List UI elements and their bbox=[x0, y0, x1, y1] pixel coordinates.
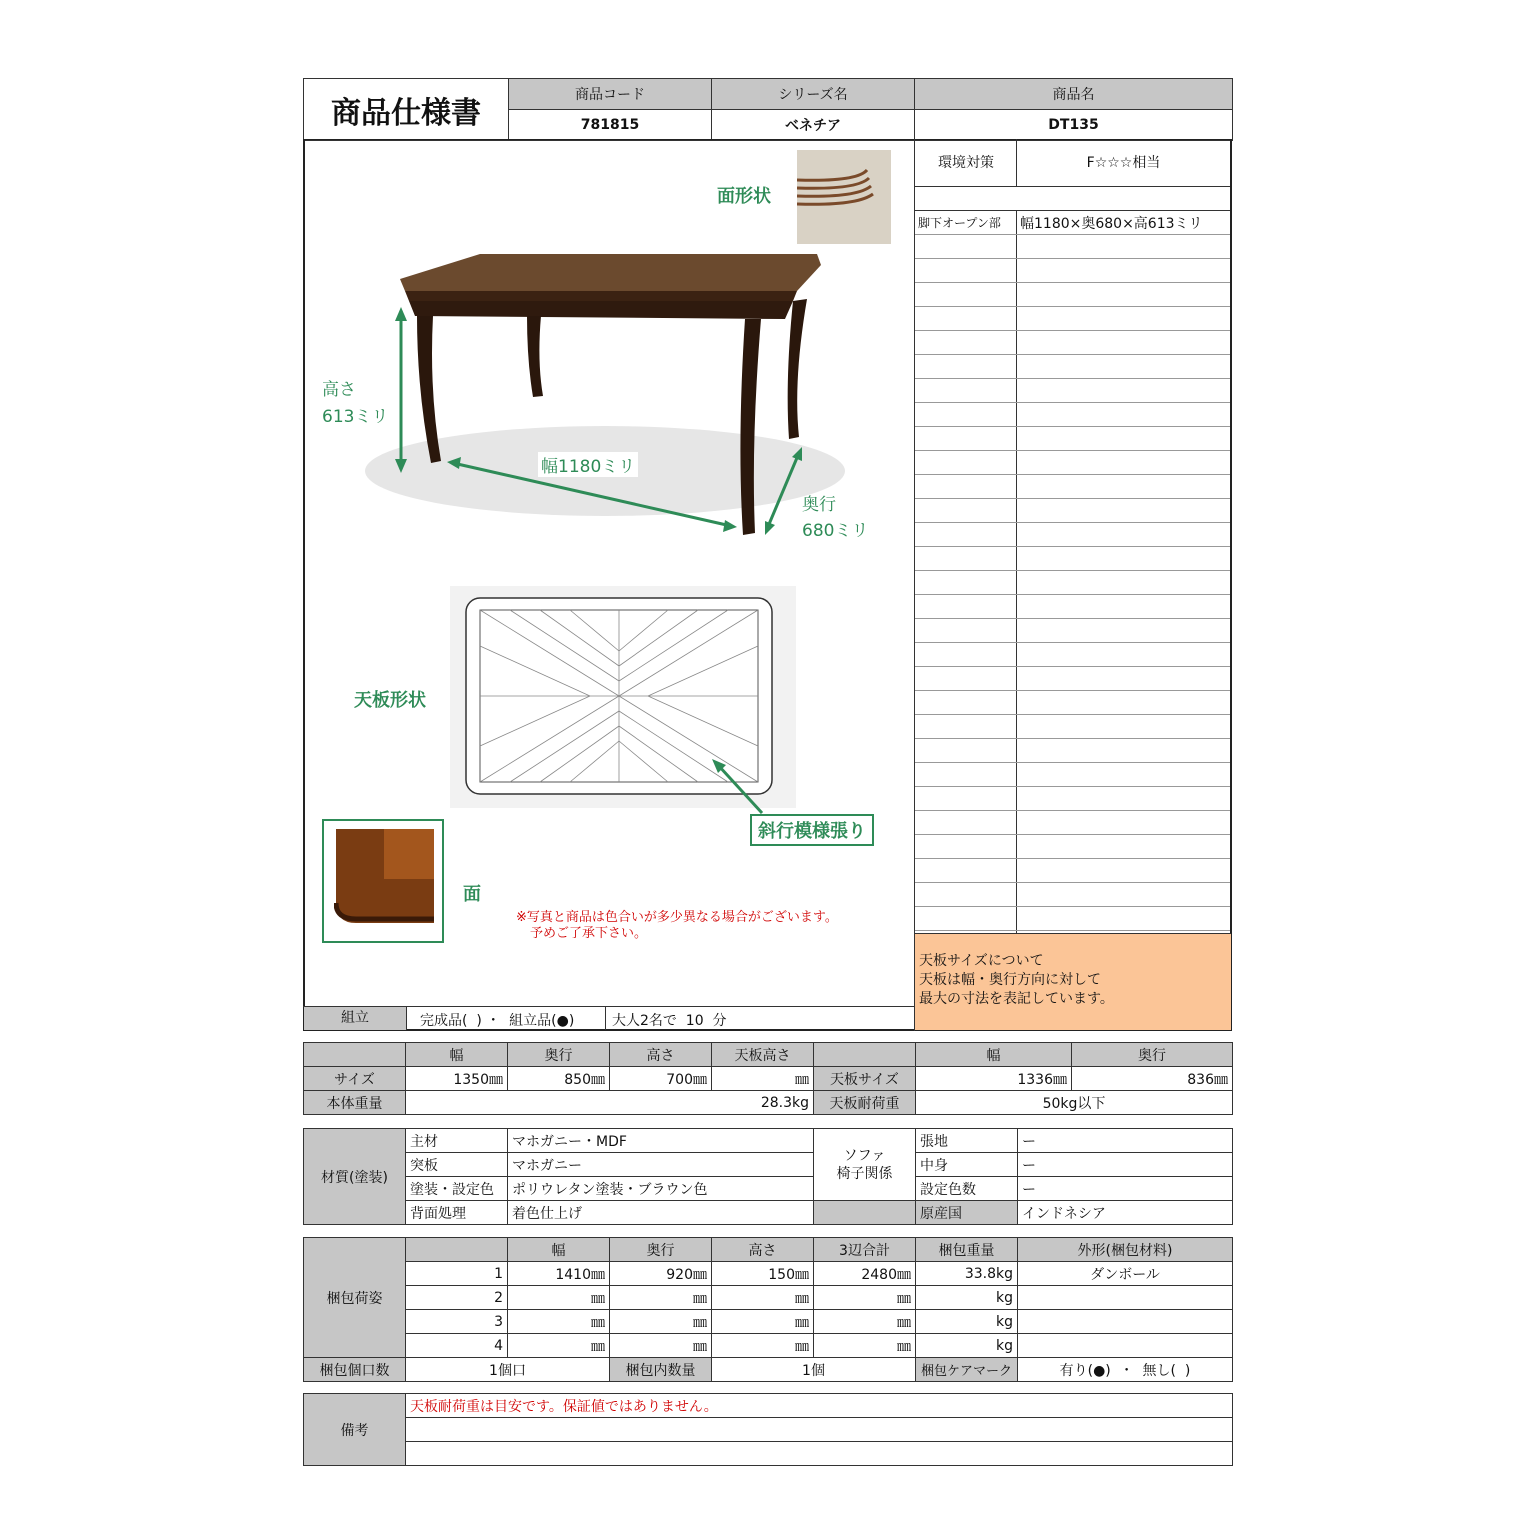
product-name-value: DT135 bbox=[915, 110, 1233, 141]
package-row-depth: ㎜ bbox=[610, 1286, 712, 1310]
sofa-key: 中身 bbox=[916, 1153, 1018, 1177]
load-label: 天板耐荷重 bbox=[814, 1091, 916, 1115]
ruled-line bbox=[915, 450, 1230, 451]
package-row-no: 4 bbox=[406, 1334, 508, 1358]
ruled-line bbox=[915, 714, 1230, 715]
size-width: 1350㎜ bbox=[406, 1067, 508, 1091]
height-label: 高さ bbox=[322, 380, 356, 400]
ruled-line bbox=[915, 834, 1230, 835]
package-header-depth: 奥行 bbox=[610, 1238, 712, 1262]
remarks-line3 bbox=[406, 1442, 1233, 1466]
product-code-label: 商品コード bbox=[509, 79, 712, 110]
depth-label: 奥行 bbox=[802, 495, 836, 515]
package-count-value: 1個口 bbox=[406, 1358, 610, 1382]
size-depth: 850㎜ bbox=[508, 1067, 610, 1091]
assembly-value: 完成品( ) ・ 組立品(●) bbox=[420, 1013, 575, 1029]
env-value: F☆☆☆相当 bbox=[1086, 155, 1161, 171]
series-name-value: ベネチア bbox=[712, 110, 915, 141]
top-size-header-width: 幅 bbox=[916, 1043, 1072, 1067]
package-label: 梱包荷姿 bbox=[304, 1238, 406, 1358]
material-value: マホガニー・MDF bbox=[508, 1129, 814, 1153]
sofa-value: ー bbox=[1018, 1129, 1233, 1153]
package-inner-label: 梱包内数量 bbox=[610, 1358, 712, 1382]
ruled-line bbox=[915, 690, 1230, 691]
size-header-depth: 奥行 bbox=[508, 1043, 610, 1067]
sofa-chair-label bbox=[814, 1129, 916, 1201]
width-label: 幅1180ミリ bbox=[538, 452, 638, 477]
ruled-line bbox=[915, 882, 1230, 883]
remarks-label: 備考 bbox=[304, 1394, 406, 1466]
material-key: 背面処理 bbox=[406, 1201, 508, 1225]
top-size-note-line2: 天板は幅・奥行方向に対して bbox=[919, 972, 1101, 988]
size-height: 700㎜ bbox=[610, 1067, 712, 1091]
product-name-label: 商品名 bbox=[915, 79, 1233, 110]
env-label: 環境対策 bbox=[938, 155, 994, 171]
ruled-line bbox=[915, 498, 1230, 499]
remarks-line2 bbox=[406, 1418, 1233, 1442]
weight-label: 本体重量 bbox=[304, 1091, 406, 1115]
remarks-line1: 天板耐荷重は目安です。保証値ではありません。 bbox=[406, 1394, 1233, 1418]
ruled-line bbox=[915, 762, 1230, 763]
ruled-line bbox=[915, 594, 1230, 595]
material-label: 材質(塗装) bbox=[304, 1129, 406, 1225]
material-key: 主材 bbox=[406, 1129, 508, 1153]
size-table bbox=[303, 1042, 1233, 1115]
package-row-weight: kg bbox=[916, 1334, 1018, 1358]
ruled-line bbox=[915, 282, 1230, 283]
assembly-time: 大人2名で 10 分 bbox=[612, 1013, 727, 1029]
pattern-label: 斜行模様張り bbox=[750, 814, 874, 846]
package-row-sum: ㎜ bbox=[814, 1310, 916, 1334]
package-row-no: 1 bbox=[406, 1262, 508, 1286]
ruled-line bbox=[915, 642, 1230, 643]
ruled-line bbox=[915, 546, 1230, 547]
ruled-line bbox=[915, 738, 1230, 739]
ruled-line bbox=[915, 306, 1230, 307]
header-table bbox=[303, 78, 1233, 141]
package-row-width: ㎜ bbox=[508, 1286, 610, 1310]
product-code-value: 781815 bbox=[509, 110, 712, 141]
assembly-label: 組立 bbox=[304, 1007, 406, 1030]
package-header-width: 幅 bbox=[508, 1238, 610, 1262]
package-header-weight: 梱包重量 bbox=[916, 1238, 1018, 1262]
sofa-label-line1: ソファ bbox=[843, 1147, 886, 1164]
ruled-line bbox=[915, 402, 1230, 403]
package-row-depth: ㎜ bbox=[610, 1310, 712, 1334]
package-header-outer: 外形(梱包材料) bbox=[1018, 1238, 1233, 1262]
package-row-sum: ㎜ bbox=[814, 1286, 916, 1310]
package-row-depth: 920㎜ bbox=[610, 1262, 712, 1286]
ruled-line bbox=[915, 618, 1230, 619]
package-row-outer bbox=[1018, 1286, 1233, 1310]
ruled-line bbox=[915, 906, 1230, 907]
ruled-line bbox=[915, 330, 1230, 331]
package-row-weight: kg bbox=[916, 1310, 1018, 1334]
material-value: ポリウレタン塗装・ブラウン色 bbox=[508, 1177, 814, 1201]
package-row-outer bbox=[1018, 1310, 1233, 1334]
ruled-line bbox=[915, 666, 1230, 667]
material-table bbox=[303, 1128, 1233, 1225]
size-label: サイズ bbox=[304, 1067, 406, 1091]
package-inner-value: 1個 bbox=[712, 1358, 916, 1382]
package-row-weight: 33.8kg bbox=[916, 1262, 1018, 1286]
package-header-height: 高さ bbox=[712, 1238, 814, 1262]
ruled-line bbox=[915, 810, 1230, 811]
origin-key: 原産国 bbox=[916, 1201, 1018, 1225]
edge-closeup-photo bbox=[334, 829, 434, 923]
ruled-line bbox=[915, 570, 1230, 571]
package-header-sum: 3辺合計 bbox=[814, 1238, 916, 1262]
ruled-line bbox=[915, 786, 1230, 787]
color-note-line1: ※写真と商品は色合いが多少異なる場合がございます。 bbox=[516, 910, 838, 925]
material-value: 着色仕上げ bbox=[508, 1201, 814, 1225]
package-row-width: ㎜ bbox=[508, 1310, 610, 1334]
top-shape-label: 天板形状 bbox=[354, 690, 426, 711]
top-size-label: 天板サイズ bbox=[814, 1067, 916, 1091]
top-size-header-depth: 奥行 bbox=[1072, 1043, 1233, 1067]
ruled-line bbox=[915, 426, 1230, 427]
edge-shape-label: 面形状 bbox=[717, 186, 771, 207]
size-header-top-height: 天板高さ bbox=[712, 1043, 814, 1067]
ruled-line bbox=[915, 522, 1230, 523]
series-name-label: シリーズ名 bbox=[712, 79, 915, 110]
weight-value: 28.3kg bbox=[406, 1091, 814, 1115]
package-row-outer bbox=[1018, 1334, 1233, 1358]
package-care-label: 梱包ケアマーク bbox=[916, 1358, 1018, 1382]
package-row-sum: 2480㎜ bbox=[814, 1262, 916, 1286]
depth-value: 680ミリ bbox=[802, 521, 869, 541]
color-note-line2: 予めご了承下さい。 bbox=[530, 926, 648, 941]
package-care-value: 有り(●) ・ 無し( ) bbox=[1018, 1358, 1233, 1382]
package-row-weight: kg bbox=[916, 1286, 1018, 1310]
ruled-line bbox=[915, 354, 1230, 355]
package-row-height: 150㎜ bbox=[712, 1262, 814, 1286]
package-row-no: 2 bbox=[406, 1286, 508, 1310]
sofa-value: ー bbox=[1018, 1177, 1233, 1201]
load-value: 50kg以下 bbox=[916, 1091, 1233, 1115]
ruled-line bbox=[915, 930, 1230, 931]
ruled-line bbox=[915, 234, 1230, 235]
ruled-line bbox=[915, 258, 1230, 259]
package-count-label: 梱包個口数 bbox=[304, 1358, 406, 1382]
sofa-value: ー bbox=[1018, 1153, 1233, 1177]
material-key: 突板 bbox=[406, 1153, 508, 1177]
origin-value: インドネシア bbox=[1018, 1201, 1233, 1225]
sofa-key: 張地 bbox=[916, 1129, 1018, 1153]
package-row-outer: ダンボール bbox=[1018, 1262, 1233, 1286]
package-row-height: ㎜ bbox=[712, 1310, 814, 1334]
material-key: 塗装・設定色 bbox=[406, 1177, 508, 1201]
top-size-note-line3: 最大の寸法を表記しています。 bbox=[919, 991, 1114, 1007]
top-size-note bbox=[915, 934, 1231, 1030]
package-row-width: ㎜ bbox=[508, 1334, 610, 1358]
package-table bbox=[303, 1237, 1233, 1382]
top-size-width: 1336㎜ bbox=[916, 1067, 1072, 1091]
package-row-depth: ㎜ bbox=[610, 1334, 712, 1358]
sofa-label-line2: 椅子関係 bbox=[836, 1165, 893, 1182]
package-row-height: ㎜ bbox=[712, 1286, 814, 1310]
package-row-height: ㎜ bbox=[712, 1334, 814, 1358]
size-top-height: ㎜ bbox=[712, 1067, 814, 1091]
ruled-line bbox=[915, 474, 1230, 475]
package-row-sum: ㎜ bbox=[814, 1334, 916, 1358]
ruled-line bbox=[915, 378, 1230, 379]
package-row-no: 3 bbox=[406, 1310, 508, 1334]
size-header-width: 幅 bbox=[406, 1043, 508, 1067]
leg-opening-label: 脚下オープン部 bbox=[918, 216, 1001, 230]
edge-label: 面 bbox=[463, 884, 481, 905]
height-value: 613ミリ bbox=[322, 407, 389, 427]
top-size-note-line1: 天板サイズについて bbox=[919, 953, 1044, 969]
doc-title: 商品仕様書 bbox=[304, 79, 509, 141]
remarks-table bbox=[303, 1393, 1233, 1466]
leg-opening-value: 幅1180×奥680×高613ミリ bbox=[1020, 216, 1203, 232]
package-row-width: 1410㎜ bbox=[508, 1262, 610, 1286]
sofa-key: 設定色数 bbox=[916, 1177, 1018, 1201]
ruled-line bbox=[915, 858, 1230, 859]
top-size-depth: 836㎜ bbox=[1072, 1067, 1233, 1091]
size-header-height: 高さ bbox=[610, 1043, 712, 1067]
edge-shape-thumbnail bbox=[797, 150, 891, 244]
material-value: マホガニー bbox=[508, 1153, 814, 1177]
